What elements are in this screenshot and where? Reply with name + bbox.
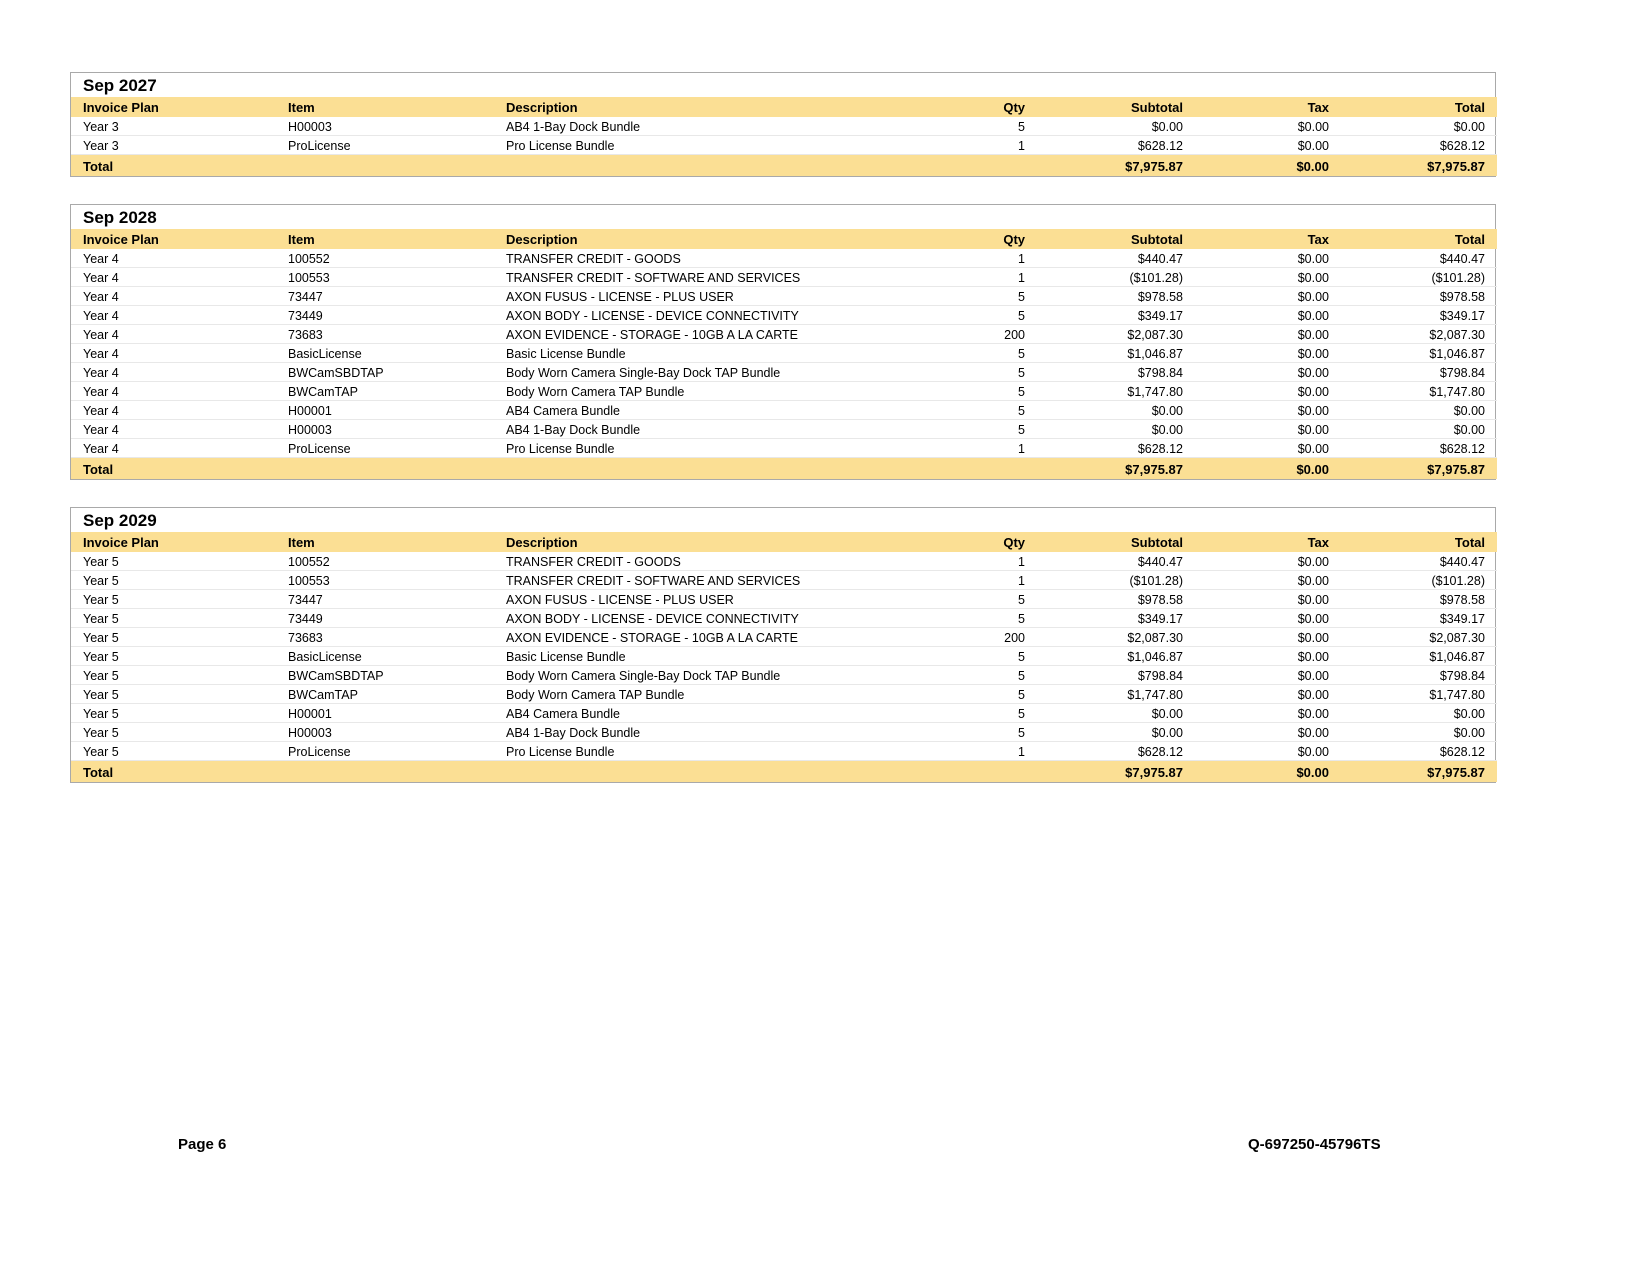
table-row [71, 401, 1497, 420]
cell-invoice-plan: Year 5 [71, 666, 276, 685]
table-row [71, 344, 1497, 363]
cell-qty: 5 [937, 609, 1037, 628]
cell-invoice-plan: Year 5 [71, 609, 276, 628]
table-row [71, 136, 1497, 155]
cell-tax: $0.00 [1195, 742, 1341, 761]
cell-total: $978.58 [1341, 590, 1497, 609]
cell-item: 100552 [276, 249, 494, 268]
total-cell-subtotal: $7,975.87 [1037, 155, 1195, 177]
cell-description: Basic License Bundle [494, 344, 937, 363]
cell-qty: 5 [937, 685, 1037, 704]
table-row [71, 647, 1497, 666]
table-row [71, 742, 1497, 761]
column-header-invoice-plan: Invoice Plan [71, 97, 276, 117]
table-row [71, 249, 1497, 268]
invoice-tables [70, 72, 1496, 810]
cell-item: 73447 [276, 590, 494, 609]
column-header-description: Description [494, 532, 937, 552]
cell-description: AB4 1-Bay Dock Bundle [494, 117, 937, 136]
table-header-row [71, 229, 1497, 249]
quote-number: Q-697250-45796TS [1248, 1136, 1381, 1153]
cell-total: $0.00 [1341, 704, 1497, 723]
cell-total: $798.84 [1341, 666, 1497, 685]
cell-subtotal: $798.84 [1037, 363, 1195, 382]
cell-tax: $0.00 [1195, 268, 1341, 287]
cell-total: $798.84 [1341, 363, 1497, 382]
cell-total: $440.47 [1341, 249, 1497, 268]
table-row [71, 420, 1497, 439]
total-cell-tax: $0.00 [1195, 155, 1341, 177]
cell-qty: 1 [937, 268, 1037, 287]
cell-total: $1,046.87 [1341, 647, 1497, 666]
cell-subtotal: $628.12 [1037, 439, 1195, 458]
total-row [71, 761, 1497, 783]
column-header-qty: Qty [937, 97, 1037, 117]
cell-total: $0.00 [1341, 723, 1497, 742]
cell-invoice-plan: Year 4 [71, 344, 276, 363]
cell-item: BasicLicense [276, 344, 494, 363]
invoice-table [70, 507, 1496, 783]
cell-item: 100553 [276, 268, 494, 287]
section-title: Sep 2028 [83, 208, 157, 227]
cell-subtotal: $978.58 [1037, 590, 1195, 609]
cell-tax: $0.00 [1195, 117, 1341, 136]
cell-qty: 1 [937, 136, 1037, 155]
cell-invoice-plan: Year 4 [71, 363, 276, 382]
cell-qty: 5 [937, 363, 1037, 382]
cell-subtotal: $0.00 [1037, 117, 1195, 136]
cell-description: AXON FUSUS - LICENSE - PLUS USER [494, 590, 937, 609]
cell-tax: $0.00 [1195, 401, 1341, 420]
cell-total: $0.00 [1341, 420, 1497, 439]
cell-total: $0.00 [1341, 401, 1497, 420]
cell-subtotal: $0.00 [1037, 723, 1195, 742]
cell-item: 73683 [276, 325, 494, 344]
table-header-row [71, 532, 1497, 552]
cell-item: BWCamSBDTAP [276, 363, 494, 382]
cell-item: 73449 [276, 306, 494, 325]
table-row [71, 552, 1497, 571]
table-row [71, 628, 1497, 647]
cell-description: TRANSFER CREDIT - GOODS [494, 552, 937, 571]
table-row [71, 287, 1497, 306]
cell-tax: $0.00 [1195, 723, 1341, 742]
cell-invoice-plan: Year 5 [71, 571, 276, 590]
column-header-subtotal: Subtotal [1037, 97, 1195, 117]
column-header-tax: Tax [1195, 532, 1341, 552]
cell-invoice-plan: Year 4 [71, 268, 276, 287]
cell-total: $1,046.87 [1341, 344, 1497, 363]
cell-tax: $0.00 [1195, 420, 1341, 439]
cell-description: TRANSFER CREDIT - SOFTWARE AND SERVICES [494, 571, 937, 590]
cell-item: H00003 [276, 420, 494, 439]
cell-qty: 5 [937, 704, 1037, 723]
column-header-tax: Tax [1195, 97, 1341, 117]
cell-tax: $0.00 [1195, 439, 1341, 458]
total-cell-subtotal: $7,975.87 [1037, 761, 1195, 783]
cell-item: BWCamSBDTAP [276, 666, 494, 685]
cell-invoice-plan: Year 5 [71, 590, 276, 609]
table-row [71, 325, 1497, 344]
cell-subtotal: $628.12 [1037, 136, 1195, 155]
total-cell-qty [937, 458, 1037, 480]
cell-invoice-plan: Year 4 [71, 439, 276, 458]
table-row [71, 609, 1497, 628]
section-title: Sep 2027 [83, 76, 157, 95]
cell-subtotal: ($101.28) [1037, 268, 1195, 287]
cell-tax: $0.00 [1195, 552, 1341, 571]
column-header-total: Total [1341, 532, 1497, 552]
page-number: Page 6 [178, 1136, 227, 1153]
cell-description: AXON EVIDENCE - STORAGE - 10GB A LA CARTE [494, 628, 937, 647]
cell-qty: 5 [937, 382, 1037, 401]
cell-tax: $0.00 [1195, 344, 1341, 363]
cell-tax: $0.00 [1195, 647, 1341, 666]
invoice-table [70, 72, 1496, 177]
cell-description: AB4 1-Bay Dock Bundle [494, 723, 937, 742]
cell-invoice-plan: Year 5 [71, 704, 276, 723]
cell-qty: 5 [937, 723, 1037, 742]
cell-subtotal: $628.12 [1037, 742, 1195, 761]
cell-invoice-plan: Year 3 [71, 117, 276, 136]
cell-item: 73449 [276, 609, 494, 628]
cell-description: Body Worn Camera Single-Bay Dock TAP Bundle [494, 666, 937, 685]
cell-total: $628.12 [1341, 742, 1497, 761]
cell-qty: 1 [937, 742, 1037, 761]
cell-item: H00001 [276, 401, 494, 420]
cell-qty: 5 [937, 344, 1037, 363]
cell-invoice-plan: Year 4 [71, 420, 276, 439]
invoice-table [70, 204, 1496, 480]
column-header-qty: Qty [937, 229, 1037, 249]
cell-tax: $0.00 [1195, 609, 1341, 628]
cell-item: ProLicense [276, 439, 494, 458]
cell-total: $628.12 [1341, 136, 1497, 155]
cell-qty: 1 [937, 439, 1037, 458]
total-row [71, 155, 1497, 177]
cell-description: Basic License Bundle [494, 647, 937, 666]
cell-tax: $0.00 [1195, 382, 1341, 401]
column-header-subtotal: Subtotal [1037, 532, 1195, 552]
cell-tax: $0.00 [1195, 363, 1341, 382]
cell-tax: $0.00 [1195, 136, 1341, 155]
cell-subtotal: ($101.28) [1037, 571, 1195, 590]
cell-item: BasicLicense [276, 647, 494, 666]
column-header-invoice-plan: Invoice Plan [71, 229, 276, 249]
cell-item: ProLicense [276, 742, 494, 761]
cell-description: AXON BODY - LICENSE - DEVICE CONNECTIVITY [494, 609, 937, 628]
cell-total: $0.00 [1341, 117, 1497, 136]
cell-item: 73683 [276, 628, 494, 647]
cell-invoice-plan: Year 5 [71, 647, 276, 666]
total-label: Total [71, 155, 276, 177]
cell-subtotal: $978.58 [1037, 287, 1195, 306]
cell-tax: $0.00 [1195, 571, 1341, 590]
cell-subtotal: $1,046.87 [1037, 344, 1195, 363]
cell-item: H00003 [276, 723, 494, 742]
cell-subtotal: $798.84 [1037, 666, 1195, 685]
cell-qty: 5 [937, 117, 1037, 136]
cell-invoice-plan: Year 5 [71, 628, 276, 647]
table-row [71, 666, 1497, 685]
cell-description: AXON FUSUS - LICENSE - PLUS USER [494, 287, 937, 306]
cell-description: Body Worn Camera TAP Bundle [494, 382, 937, 401]
column-header-total: Total [1341, 97, 1497, 117]
cell-item: H00001 [276, 704, 494, 723]
total-cell-qty [937, 155, 1037, 177]
cell-qty: 1 [937, 552, 1037, 571]
total-row [71, 458, 1497, 480]
section-title: Sep 2029 [83, 511, 157, 530]
cell-item: BWCamTAP [276, 382, 494, 401]
cell-item: ProLicense [276, 136, 494, 155]
table-row [71, 306, 1497, 325]
cell-tax: $0.00 [1195, 685, 1341, 704]
total-label: Total [71, 458, 276, 480]
cell-item: 100553 [276, 571, 494, 590]
table-row [71, 704, 1497, 723]
cell-qty: 5 [937, 306, 1037, 325]
cell-description: Pro License Bundle [494, 742, 937, 761]
cell-subtotal: $1,046.87 [1037, 647, 1195, 666]
cell-description: AB4 Camera Bundle [494, 704, 937, 723]
cell-subtotal: $349.17 [1037, 609, 1195, 628]
column-header-item: Item [276, 97, 494, 117]
cell-invoice-plan: Year 5 [71, 685, 276, 704]
cell-total: $1,747.80 [1341, 685, 1497, 704]
cell-tax: $0.00 [1195, 704, 1341, 723]
cell-total: $2,087.30 [1341, 628, 1497, 647]
column-header-subtotal: Subtotal [1037, 229, 1195, 249]
cell-tax: $0.00 [1195, 628, 1341, 647]
total-cell-total: $7,975.87 [1341, 155, 1497, 177]
cell-invoice-plan: Year 5 [71, 552, 276, 571]
cell-subtotal: $440.47 [1037, 552, 1195, 571]
table-row [71, 363, 1497, 382]
cell-description: AB4 1-Bay Dock Bundle [494, 420, 937, 439]
total-cell-item [276, 761, 494, 783]
total-cell-item [276, 155, 494, 177]
cell-invoice-plan: Year 4 [71, 325, 276, 344]
cell-qty: 200 [937, 628, 1037, 647]
cell-description: Pro License Bundle [494, 136, 937, 155]
cell-invoice-plan: Year 4 [71, 249, 276, 268]
total-cell-tax: $0.00 [1195, 761, 1341, 783]
invoice-line-items-table [71, 229, 1497, 479]
table-row [71, 439, 1497, 458]
cell-invoice-plan: Year 4 [71, 401, 276, 420]
cell-total: ($101.28) [1341, 571, 1497, 590]
cell-subtotal: $1,747.80 [1037, 382, 1195, 401]
total-label: Total [71, 761, 276, 783]
total-cell-qty [937, 761, 1037, 783]
cell-subtotal: $440.47 [1037, 249, 1195, 268]
total-cell-description [494, 458, 937, 480]
cell-tax: $0.00 [1195, 287, 1341, 306]
total-cell-tax: $0.00 [1195, 458, 1341, 480]
cell-subtotal: $2,087.30 [1037, 325, 1195, 344]
total-cell-description [494, 761, 937, 783]
cell-item: H00003 [276, 117, 494, 136]
cell-qty: 5 [937, 420, 1037, 439]
column-header-item: Item [276, 229, 494, 249]
cell-description: Pro License Bundle [494, 439, 937, 458]
cell-tax: $0.00 [1195, 666, 1341, 685]
cell-invoice-plan: Year 4 [71, 287, 276, 306]
cell-qty: 1 [937, 249, 1037, 268]
cell-qty: 5 [937, 647, 1037, 666]
total-cell-subtotal: $7,975.87 [1037, 458, 1195, 480]
table-row [71, 382, 1497, 401]
table-row [71, 571, 1497, 590]
table-row [71, 590, 1497, 609]
column-header-item: Item [276, 532, 494, 552]
cell-description: AXON EVIDENCE - STORAGE - 10GB A LA CARTE [494, 325, 937, 344]
cell-invoice-plan: Year 4 [71, 382, 276, 401]
total-cell-description [494, 155, 937, 177]
cell-qty: 5 [937, 590, 1037, 609]
cell-total: ($101.28) [1341, 268, 1497, 287]
table-row [71, 723, 1497, 742]
cell-subtotal: $1,747.80 [1037, 685, 1195, 704]
cell-total: $978.58 [1341, 287, 1497, 306]
column-header-tax: Tax [1195, 229, 1341, 249]
cell-invoice-plan: Year 5 [71, 742, 276, 761]
cell-tax: $0.00 [1195, 306, 1341, 325]
cell-invoice-plan: Year 3 [71, 136, 276, 155]
cell-subtotal: $0.00 [1037, 704, 1195, 723]
cell-qty: 200 [937, 325, 1037, 344]
column-header-description: Description [494, 97, 937, 117]
cell-description: TRANSFER CREDIT - GOODS [494, 249, 937, 268]
cell-total: $440.47 [1341, 552, 1497, 571]
column-header-qty: Qty [937, 532, 1037, 552]
cell-qty: 5 [937, 401, 1037, 420]
cell-subtotal: $2,087.30 [1037, 628, 1195, 647]
column-header-description: Description [494, 229, 937, 249]
column-header-invoice-plan: Invoice Plan [71, 532, 276, 552]
cell-description: AB4 Camera Bundle [494, 401, 937, 420]
column-header-total: Total [1341, 229, 1497, 249]
table-row [71, 268, 1497, 287]
table-row [71, 685, 1497, 704]
cell-item: 73447 [276, 287, 494, 306]
table-header-row [71, 97, 1497, 117]
cell-item: BWCamTAP [276, 685, 494, 704]
cell-tax: $0.00 [1195, 325, 1341, 344]
invoice-line-items-table [71, 97, 1497, 176]
cell-description: Body Worn Camera TAP Bundle [494, 685, 937, 704]
cell-qty: 1 [937, 571, 1037, 590]
total-cell-total: $7,975.87 [1341, 761, 1497, 783]
cell-total: $1,747.80 [1341, 382, 1497, 401]
cell-description: TRANSFER CREDIT - SOFTWARE AND SERVICES [494, 268, 937, 287]
cell-description: AXON BODY - LICENSE - DEVICE CONNECTIVITY [494, 306, 937, 325]
cell-description: Body Worn Camera Single-Bay Dock TAP Bundle [494, 363, 937, 382]
cell-total: $349.17 [1341, 609, 1497, 628]
cell-tax: $0.00 [1195, 249, 1341, 268]
cell-subtotal: $0.00 [1037, 420, 1195, 439]
total-cell-total: $7,975.87 [1341, 458, 1497, 480]
cell-invoice-plan: Year 4 [71, 306, 276, 325]
total-cell-item [276, 458, 494, 480]
table-row [71, 117, 1497, 136]
cell-total: $628.12 [1341, 439, 1497, 458]
cell-subtotal: $0.00 [1037, 401, 1195, 420]
cell-qty: 5 [937, 666, 1037, 685]
cell-total: $2,087.30 [1341, 325, 1497, 344]
cell-qty: 5 [937, 287, 1037, 306]
cell-total: $349.17 [1341, 306, 1497, 325]
cell-item: 100552 [276, 552, 494, 571]
invoice-line-items-table [71, 532, 1497, 782]
cell-invoice-plan: Year 5 [71, 723, 276, 742]
cell-subtotal: $349.17 [1037, 306, 1195, 325]
cell-tax: $0.00 [1195, 590, 1341, 609]
